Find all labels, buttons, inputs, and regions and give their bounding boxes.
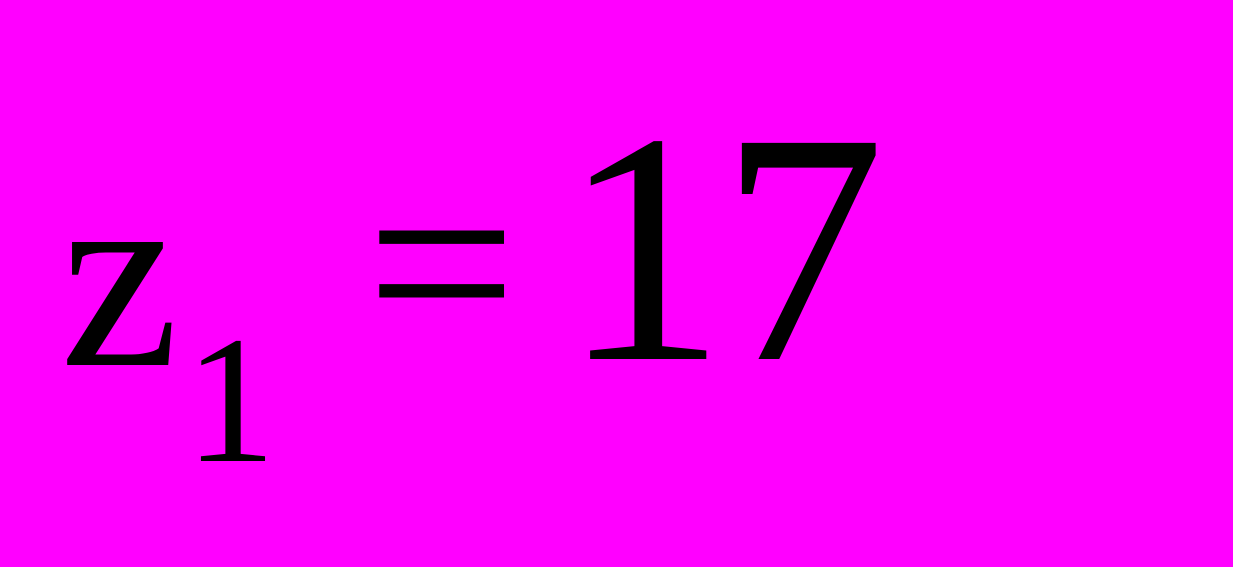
equation-expression [60,66,1180,501]
equals-operator: = [365,114,518,411]
equation-value: 17 [561,66,880,431]
variable-term [60,126,276,501]
variable-symbol: z [60,126,179,423]
variable-subscript: 1 [184,300,276,501]
